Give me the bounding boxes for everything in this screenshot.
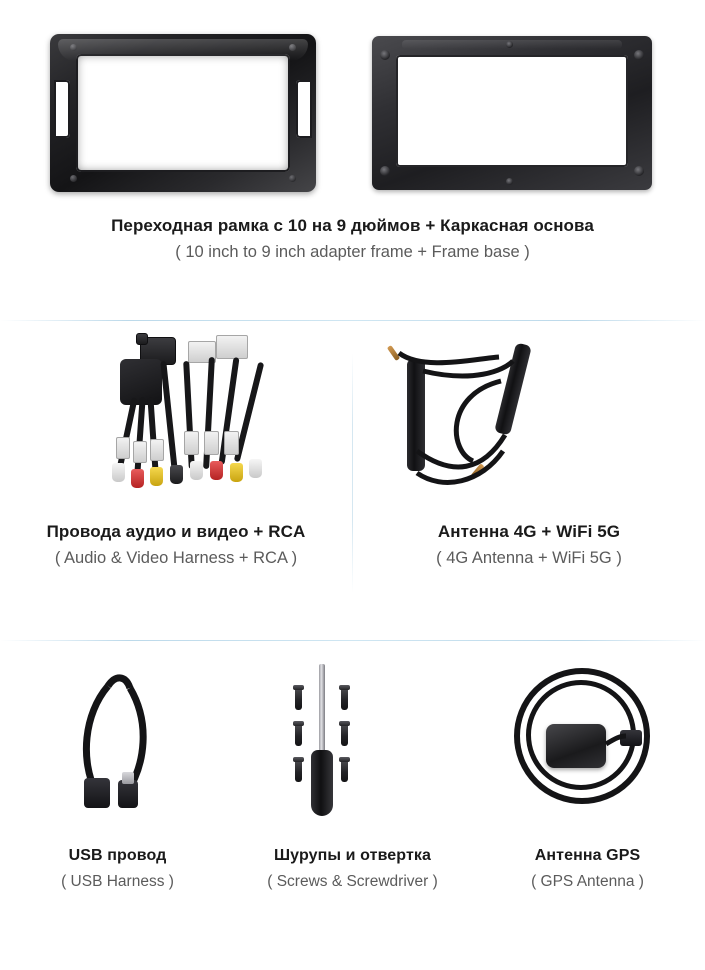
rca-connector-black: [170, 465, 183, 484]
harness-wire: [147, 397, 158, 473]
frame-base-mount-hole: [380, 50, 390, 60]
column-audio-video-harness: [0, 325, 352, 625]
screws-screwdriver-captions: [235, 846, 470, 892]
frame-screw-hole: [289, 44, 296, 51]
screw-icon: [341, 688, 348, 710]
wire-label-tag: [150, 439, 164, 461]
audio-video-harness-captions: [0, 521, 352, 570]
iso-connector-pin: [136, 333, 148, 345]
column-screws-screwdriver: [235, 648, 470, 938]
frame-base-mount-hole: [634, 50, 644, 60]
screws-screwdriver-caption-en: ( Screws & Screwdriver ): [267, 873, 438, 890]
audio-video-harness-caption-en: ( Audio & Video Harness + RCA ): [54, 549, 298, 568]
frame-screw-hole: [289, 175, 296, 182]
antenna-cable-paths: [353, 331, 705, 511]
rca-connector-red: [131, 469, 144, 488]
frame-base-matte-icon: [372, 36, 652, 190]
usb-harness-caption-ru: USB провод: [68, 847, 167, 864]
gps-antenna-caption-ru: Антенна GPS: [534, 847, 641, 864]
screw-icon: [341, 760, 348, 782]
usb-cable-paths: [0, 652, 235, 837]
frame-notch-left: [54, 80, 70, 138]
frame-base-mount-hole: [506, 41, 513, 48]
screws-and-screwdriver-icon: [235, 652, 470, 837]
white-connector: [216, 335, 248, 359]
audio-video-harness-rca-icon: [0, 331, 352, 511]
wire-label-tag: [133, 441, 147, 463]
audio-video-harness-caption-ru: Провода аудио и видео + RCA: [46, 522, 306, 541]
frames-image-row: [0, 28, 705, 198]
frame-screw-hole: [70, 175, 77, 182]
section-divider-1: [0, 320, 705, 321]
rca-connector-yellow: [230, 463, 243, 482]
gps-antenna-captions: [470, 846, 705, 892]
section-frames: [0, 0, 705, 300]
column-gps-antenna: [470, 648, 705, 938]
4g-wifi-antenna-caption-en: ( 4G Antenna + WiFi 5G ): [436, 549, 622, 568]
screw-icon: [295, 760, 302, 782]
adapter-frame-glossy-icon: [50, 34, 316, 192]
frame-notch-right: [296, 80, 312, 138]
screw-icon: [341, 724, 348, 746]
section-harness-antenna: [0, 325, 705, 635]
rca-connector-red: [210, 461, 223, 480]
column-usb-harness: [0, 648, 235, 938]
rca-connector-yellow: [150, 467, 163, 486]
screwdriver-shaft-icon: [319, 664, 325, 752]
rca-connector-white: [190, 461, 203, 480]
4g-wifi-antenna-captions: [353, 521, 705, 570]
screw-icon: [295, 688, 302, 710]
usb-metal-shell: [122, 772, 134, 784]
rca-connector-white: [112, 463, 125, 482]
wire-label-tag: [184, 431, 199, 455]
usb-harness-caption-en: ( USB Harness ): [61, 873, 174, 890]
4g-wifi-antenna-icon: [353, 331, 705, 511]
frames-caption-en: ( 10 inch to 9 inch adapter frame + Frame base ): [175, 243, 530, 262]
frame-base-mount-hole: [506, 178, 513, 185]
usb-male-connector: [118, 780, 138, 808]
wire-label-tag: [204, 431, 219, 455]
column-4g-wifi-antenna: [353, 325, 705, 625]
wire-label-tag: [224, 431, 239, 455]
rca-connector-white: [249, 459, 262, 478]
usb-harness-captions: [0, 846, 235, 892]
gps-cable-tail: [470, 652, 705, 837]
frames-captions: [0, 215, 705, 264]
screwdriver-handle-icon: [311, 750, 333, 816]
frame-screw-hole: [70, 44, 77, 51]
section-divider-2: [0, 640, 705, 641]
gps-antenna-caption-en: ( GPS Antenna ): [531, 873, 644, 890]
section-accessories: [0, 648, 705, 948]
frame-base-mount-hole: [380, 166, 390, 176]
4g-wifi-antenna-caption-ru: Антенна 4G + WiFi 5G: [437, 522, 621, 541]
screws-screwdriver-caption-ru: Шурупы и отвертка: [273, 847, 432, 864]
wire-label-tag: [116, 437, 130, 459]
harness-wire: [134, 397, 145, 475]
gps-antenna-icon: [470, 652, 705, 837]
usb-harness-cable-icon: [0, 652, 235, 837]
frames-caption-ru: Переходная рамка с 10 на 9 дюймов + Каркасная основа: [111, 216, 594, 235]
screw-icon: [295, 724, 302, 746]
frame-base-mount-hole: [634, 166, 644, 176]
usb-female-connector: [84, 778, 110, 808]
